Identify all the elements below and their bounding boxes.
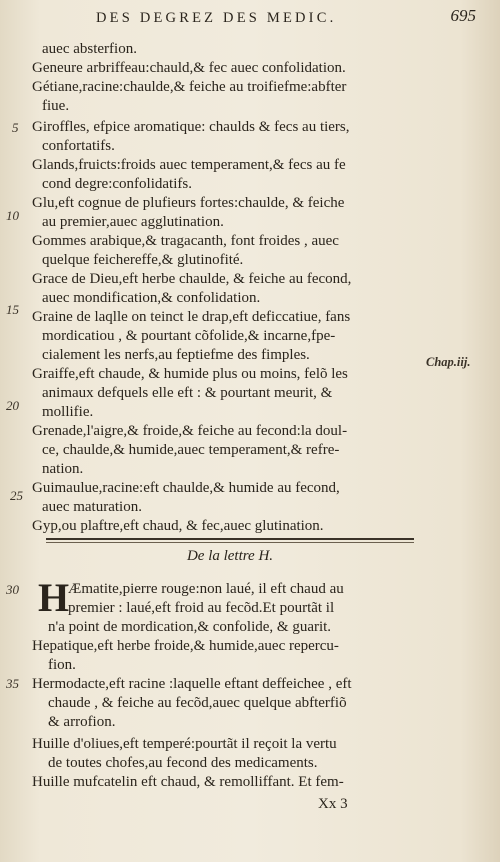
text-line: cond degre:confolidatifs. [42, 176, 192, 192]
text-line: Guimaulue,racine:eft chaulde,& humide au fecond, [32, 480, 340, 496]
text-line: Graine de laqlle on teinct le drap,eft deficcatiue, fans [32, 309, 351, 325]
text-line: chaude , & feiche au fecõd,auec quelque abfterfiõ [48, 695, 347, 711]
drop-cap: H [38, 575, 70, 620]
section-title: De la lettre H. [186, 548, 274, 564]
margin-line-number: 25 [10, 488, 23, 503]
text-line: Giroffles, efpice aromatique: chaulds & fecs au tiers, [32, 119, 350, 135]
text-line: Graiffe,eft chaude, & humide plus ou moins, felõ les [32, 366, 348, 382]
text-line: auec absterfion. [42, 41, 137, 57]
text-line: Geneure arbriffeau:chauld,& fec auec confolidation. [32, 60, 346, 76]
text-line: Huille d'oliues,eft temperé:pourtãt il reçoit la vertu [32, 736, 337, 752]
margin-line-number: 35 [6, 676, 19, 691]
text-line: Grace de Dieu,eft herbe chaulde, & feiche au fecond, [32, 271, 352, 287]
text-line: premier : laué,eft froid au fecõd.Et pourtãt il [68, 600, 335, 616]
margin-line-number: 30 [6, 582, 19, 597]
text-line: cialement les nerfs,au feptiefme des fimples. [42, 347, 310, 363]
margin-line-number: 10 [6, 208, 19, 223]
signature-mark: Xx 3 [318, 796, 348, 812]
text-line: Gétiane,racine:chaulde,& feiche au troifiefme:abfter [32, 79, 347, 95]
text-line: nation. [42, 461, 84, 477]
section-divider [46, 538, 414, 543]
text-line: Hermodacte,eft racine :laquelle eftant deffeichee , eft [32, 676, 352, 692]
margin-note: Chap.iij. [426, 355, 471, 369]
text-line: quelque feichereffe,& glutinofité. [42, 252, 244, 268]
text-line: au premier,auec agglutination. [42, 214, 224, 230]
text-line: n'a point de mordication,& confolide, & guarit. [48, 619, 332, 635]
margin-line-number: 15 [6, 302, 19, 317]
text-line: mordicatiou , & pourtant cõfolide,& incarne,fpe- [42, 328, 336, 344]
text-line: Hepatique,eft herbe froide,& humide,auec repercu- [32, 638, 339, 654]
running-header [96, 6, 476, 30]
text-line: Huille mufcatelin eft chaud, & remolliffant. Et fem- [32, 774, 344, 790]
text-line: fiue. [42, 98, 70, 114]
margin-line-number: 20 [6, 398, 19, 413]
text-line: & arrofion. [48, 714, 116, 730]
text-line: mollifie. [42, 404, 94, 420]
text-line: Glands,fruicts:froids auec temperament,& fecs au fe [32, 157, 346, 173]
text-line: Grenade,l'aigre,& froide,& feiche au fecond:la doul- [32, 423, 348, 439]
text-line: Glu,eft cognue de plufieurs fortes:chaulde, & feiche [32, 195, 345, 211]
page-number: 695 [450, 6, 476, 25]
running-title: DES DEGREZ DES MEDIC. [96, 10, 337, 26]
text-line: animaux defquels elle eft : & pourtant meurit, & [42, 385, 333, 401]
text-line: confortatifs. [42, 138, 115, 154]
text-line: de toutes chofes,au fecond des medicaments. [48, 755, 318, 771]
text-line: fion. [48, 657, 76, 673]
text-line: Gyp,ou plaftre,eft chaud, & fec,auec glutination. [32, 518, 324, 534]
text-line: auec maturation. [42, 499, 142, 515]
text-line: ce, chaulde,& humide,auec temperament,& refre- [42, 442, 340, 458]
text-line: Æmatite,pierre rouge:non laué, il eft chaud au [68, 581, 344, 597]
text-line: Gommes arabique,& tragacanth, font froides , auec [32, 233, 339, 249]
margin-line-number: 5 [12, 120, 19, 135]
text-line: auec mondification,& confolidation. [42, 290, 261, 306]
